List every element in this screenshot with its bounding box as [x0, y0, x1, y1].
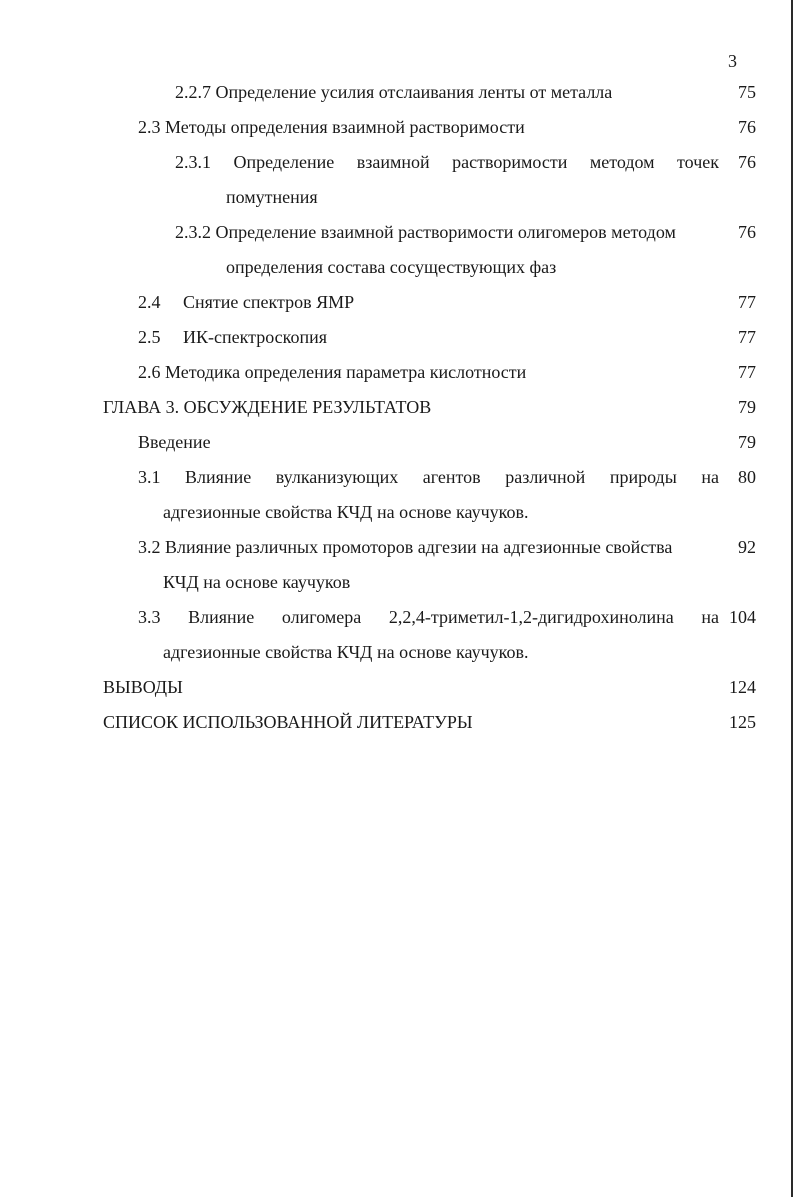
- toc-word: на: [701, 467, 719, 487]
- toc-word: точек: [677, 152, 719, 172]
- toc-word: взаимной: [356, 152, 430, 172]
- toc-page-2-3: 76: [738, 117, 756, 137]
- toc-entry-2-3-1-line2: помутнения: [226, 187, 318, 207]
- page-number: 3: [728, 51, 737, 71]
- toc-word: растворимости: [452, 152, 568, 172]
- toc-entry-2-5-number: 2.5: [138, 327, 161, 347]
- toc-page-2-3-1: 76: [738, 152, 756, 172]
- toc-entry-2-2-7: 2.2.7 Определение усилия отслаивания ленты от металла: [175, 82, 613, 102]
- toc-word: вулканизующих: [275, 467, 399, 487]
- toc-word: олигомера: [281, 607, 362, 627]
- toc-word: 2.3.1: [175, 152, 211, 172]
- toc-word: различной: [505, 467, 586, 487]
- toc-entry-3-2-line2: КЧД на основе каучуков: [163, 572, 351, 592]
- toc-page-3-3: 104: [729, 607, 756, 627]
- toc-entry-3-3-line1: [138, 608, 719, 626]
- toc-entry-2-6: 2.6 Методика определения параметра кислотности: [138, 362, 527, 382]
- toc-page-3-2: 92: [738, 537, 756, 557]
- toc-entry-2-4-number: 2.4: [138, 292, 161, 312]
- toc-page-2-6: 77: [738, 362, 756, 382]
- toc-entry-2-3-2-line1: 2.3.2 Определение взаимной растворимости олигомеров методом: [175, 222, 676, 242]
- toc-entry-3-1-line1: [138, 468, 719, 486]
- toc-entry-2-4: Снятие спектров ЯМР: [183, 292, 355, 312]
- toc-page-2-5: 77: [738, 327, 756, 347]
- toc-word: природы: [609, 467, 677, 487]
- toc-page-conclusions: 124: [729, 677, 756, 697]
- toc-entry-2-5: ИК-спектроскопия: [183, 327, 328, 347]
- toc-entry-3-1-line2: адгезионные свойства КЧД на основе каучуков.: [163, 502, 529, 522]
- toc-page-chapter-3: 79: [738, 397, 756, 417]
- toc-page-3-1: 80: [738, 467, 756, 487]
- toc-page-2-3-2: 76: [738, 222, 756, 242]
- toc-entry-3-3-line2: адгезионные свойства КЧД на основе каучуков.: [163, 642, 529, 662]
- toc-word: Влияние: [185, 467, 252, 487]
- toc-page-2-2-7: 75: [738, 82, 756, 102]
- toc-word: Влияние: [188, 607, 255, 627]
- toc-entry-2-3-1-line1: [175, 153, 719, 171]
- toc-entry-intro: Введение: [138, 432, 211, 452]
- toc-page-2-4: 77: [738, 292, 756, 312]
- toc-word: 3.1: [138, 467, 161, 487]
- toc-word: на: [701, 607, 719, 627]
- toc-chapter-3: ГЛАВА 3. ОБСУЖДЕНИЕ РЕЗУЛЬТАТОВ: [103, 397, 432, 417]
- toc-page-intro: 79: [738, 432, 756, 452]
- toc-word: агентов: [422, 467, 481, 487]
- toc-references: СПИСОК ИСПОЛЬЗОВАННОЙ ЛИТЕРАТУРЫ: [103, 712, 473, 732]
- toc-word: Определение: [233, 152, 335, 172]
- toc-entry-2-3: 2.3 Методы определения взаимной растворимости: [138, 117, 525, 137]
- toc-page-references: 125: [729, 712, 756, 732]
- toc-entry-3-2-line1: 3.2 Влияние различных промоторов адгезии на адгезионные свойства: [138, 537, 673, 557]
- toc-word: 2,2,4-триметил-1,2-дигидрохинолина: [388, 607, 674, 627]
- toc-conclusions: ВЫВОДЫ: [103, 677, 183, 697]
- toc-word: методом: [589, 152, 655, 172]
- toc-entry-2-3-2-line2: определения состава сосуществующих фаз: [226, 257, 557, 277]
- toc-word: 3.3: [138, 607, 161, 627]
